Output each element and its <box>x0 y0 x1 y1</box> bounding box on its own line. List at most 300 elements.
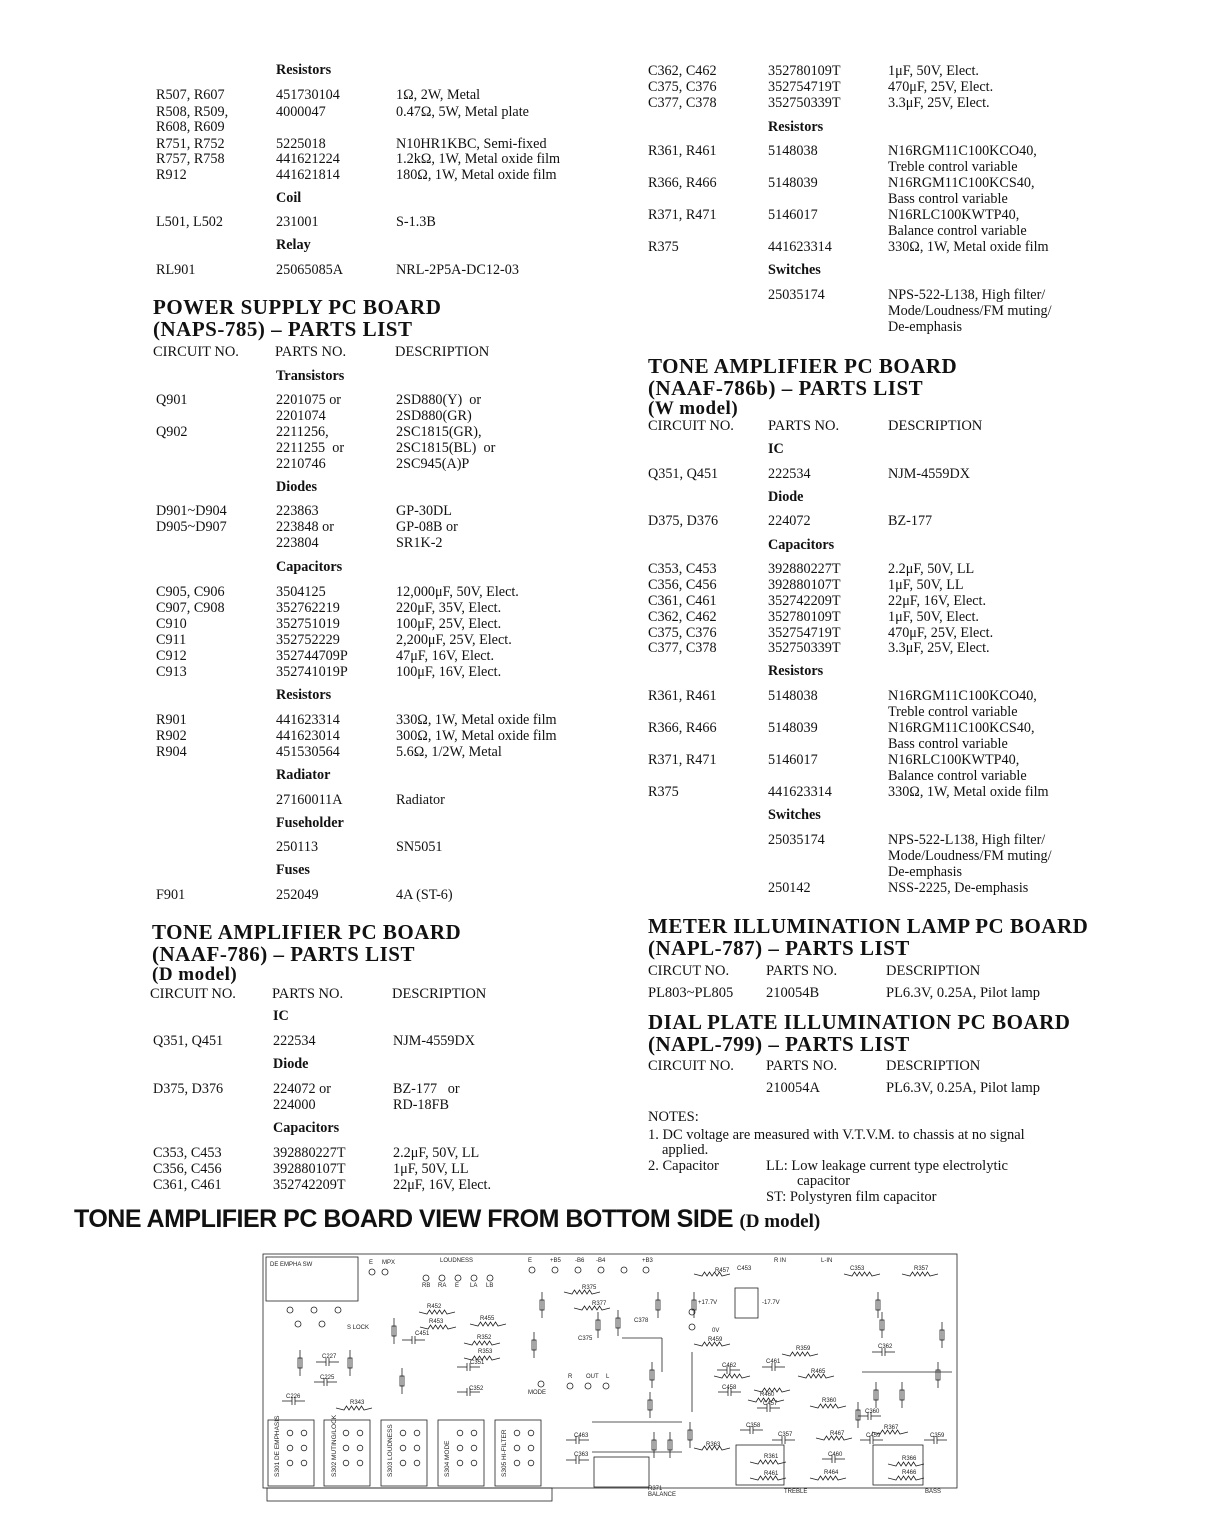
circuit-no: C362, C462 <box>648 63 717 79</box>
lbl-c461: C461 <box>766 1359 781 1365</box>
circuit-no: L501, L502 <box>156 214 223 230</box>
circuit-no: C377, C378 <box>648 95 717 111</box>
ic-q451 <box>735 1288 758 1318</box>
parts-no: 5146017 <box>768 207 818 223</box>
parts-no: 392880227T <box>768 561 841 577</box>
tone-w-subtitle: (NAAF-786b) – PARTS LIST <box>648 376 924 400</box>
header-parts-no: PARTS NO. <box>272 986 344 1002</box>
group-header: Capacitors <box>273 1120 340 1136</box>
switch-pad <box>400 1430 406 1436</box>
group-header: Radiator <box>276 767 331 783</box>
header-circuit-no: CIRCUIT NO. <box>648 418 734 434</box>
resistor-symbol <box>888 1476 924 1480</box>
lbl-s303: S303 LOUDNESS <box>387 1424 394 1477</box>
circuit-no: Q351, Q451 <box>153 1033 224 1049</box>
description: 330Ω, 1W, Metal oxide film <box>888 784 1049 800</box>
lbl-s301: S301 DE EMPHASIS <box>274 1415 281 1477</box>
terminal-pad <box>598 1267 604 1273</box>
circuit-no: R371, R471 <box>648 752 717 768</box>
resistor-symbol <box>420 1325 456 1329</box>
lbl-b3: +B3 <box>642 1258 653 1264</box>
description: 470μF, 25V, Elect. <box>888 625 994 641</box>
terminal-pad <box>529 1267 535 1273</box>
lbl-r375: R375 <box>582 1285 597 1291</box>
description: 0.47Ω, 5W, Metal plate <box>396 104 529 120</box>
parts-no: 250113 <box>276 839 319 855</box>
circuit-no: C356, C456 <box>648 577 717 593</box>
circuit-no: C905, C906 <box>156 584 225 600</box>
lbl-rin: R IN <box>774 1258 786 1264</box>
terminal-pad <box>335 1307 341 1313</box>
terminal-pad <box>471 1275 477 1281</box>
parts-no: 222534 <box>768 466 811 482</box>
pcb-board-diagram <box>262 1252 958 1504</box>
lbl-c363: C363 <box>574 1452 589 1458</box>
description: 2,200μF, 25V, Elect. <box>396 632 512 648</box>
circuit-no: C910 <box>156 616 187 632</box>
circuit-no: PL803~PL805 <box>648 985 734 1001</box>
tone-w-title: TONE AMPLIFIER PC BOARD <box>648 354 958 378</box>
switch-pad <box>287 1460 293 1466</box>
switch-pad <box>528 1445 534 1451</box>
description: 22μF, 16V, Elect. <box>393 1177 492 1193</box>
resistor-symbol <box>902 1272 938 1276</box>
circuit-no: R608, R609 <box>156 119 225 135</box>
circuit-no: C377, C378 <box>648 640 717 656</box>
switch-pad <box>457 1445 463 1451</box>
tone-d-model: (D model) <box>152 964 238 985</box>
description: 22μF, 16V, Elect. <box>888 593 987 609</box>
parts-no: 392880107T <box>768 577 841 593</box>
lbl-c358: C358 <box>746 1423 761 1429</box>
circuit-no: R757, R758 <box>156 151 225 167</box>
lbl-s305: S305 HI-FILTER <box>501 1429 508 1477</box>
resistor-symbol <box>888 1462 924 1466</box>
circuit-no: R507, R607 <box>156 87 225 103</box>
lbl-r371: R371 <box>648 1486 663 1492</box>
header-circuit-no: CIRCUIT NO. <box>150 986 236 1002</box>
lbl-bass: BASS <box>925 1489 942 1495</box>
circuit-no: C913 <box>156 664 187 680</box>
parts-no: 352742209T <box>273 1177 346 1193</box>
parts-no: 231001 <box>276 214 319 230</box>
parts-no: 223863 <box>276 503 319 519</box>
lbl-c459: C459 <box>866 1433 881 1439</box>
parts-no: 25035174 <box>768 287 825 303</box>
parts-no: 5146017 <box>768 752 818 768</box>
lbl-loudness: LOUDNESS <box>440 1258 474 1264</box>
board-outline <box>263 1254 957 1488</box>
parts-no: 250142 <box>768 880 811 896</box>
description: 5.6Ω, 1/2W, Metal <box>396 744 502 760</box>
resistor-symbol <box>336 1406 372 1410</box>
description: 3.3μF, 25V, Elect. <box>888 95 990 111</box>
header-circuit-no: CIRCUIT NO. <box>153 344 239 360</box>
switch-pad <box>301 1460 307 1466</box>
switch-pad <box>343 1430 349 1436</box>
parts-no: 4000047 <box>276 104 326 120</box>
parts-no: 2201075 or <box>276 392 342 408</box>
terminal-pad <box>455 1275 461 1281</box>
parts-no: 5148038 <box>768 143 818 159</box>
lbl-b5: +B5 <box>550 1258 561 1264</box>
switch-pad <box>357 1445 363 1451</box>
description: NPS-522-L138, High filter/ <box>888 287 1046 303</box>
description: SR1K-2 <box>396 535 443 551</box>
switch-pad <box>301 1430 307 1436</box>
parts-no: 352750339T <box>768 640 841 656</box>
header-description: DESCRIPTION <box>886 963 981 979</box>
parts-no: 441623314 <box>768 784 832 800</box>
parts-no: 352780109T <box>768 609 841 625</box>
lbl-c375: C375 <box>578 1336 593 1342</box>
header-description: DESCRIPTION <box>395 344 490 360</box>
terminal-pad <box>689 1324 695 1330</box>
description: 3.3μF, 25V, Elect. <box>888 640 990 656</box>
circuit-no: R371, R471 <box>648 207 717 223</box>
description: N16RGM11C100KCS40, <box>888 720 1035 736</box>
description: 2SD880(GR) <box>396 408 472 424</box>
lbl-r366: R366 <box>902 1456 917 1462</box>
description: S-1.3B <box>396 214 436 230</box>
tone-w-model: (W model) <box>648 398 739 419</box>
circuit-no: R912 <box>156 167 187 183</box>
circuit-no: R361, R461 <box>648 143 717 159</box>
description: GP-30DL <box>396 503 452 519</box>
switch-pad <box>457 1460 463 1466</box>
lbl-deempha: DE EMPHA SW <box>270 1262 313 1268</box>
switch-pad <box>528 1460 534 1466</box>
dial-title: DIAL PLATE ILLUMINATION PC BOARD <box>648 1010 1071 1034</box>
switch-pad <box>414 1430 420 1436</box>
group-header: IC <box>273 1008 289 1024</box>
power-supply-subtitle: (NAPS-785) – PARTS LIST <box>153 317 413 341</box>
lbl-rb: RB <box>422 1283 431 1289</box>
terminal-pad <box>295 1321 301 1327</box>
circuit-no: R375 <box>648 239 679 255</box>
parts-no: 27160011A <box>276 792 343 808</box>
description: 47μF, 16V, Elect. <box>396 648 495 664</box>
switch-pad <box>287 1430 293 1436</box>
description: NJM-4559DX <box>393 1033 475 1049</box>
circuit-no: C375, C376 <box>648 79 717 95</box>
parts-no: 352750339T <box>768 95 841 111</box>
lbl-treble: TREBLE <box>784 1489 808 1495</box>
description-line-2: Balance control variable <box>888 768 1027 784</box>
lbl-v177: +17.7V <box>698 1300 718 1306</box>
parts-no: 441623014 <box>276 728 340 744</box>
lbl-c226: C226 <box>286 1394 301 1400</box>
description: NSS-2225, De-emphasis <box>888 880 1029 896</box>
lbl-lin: L-IN <box>821 1258 833 1264</box>
resistor-symbol <box>470 1322 506 1326</box>
circuit-no: R375 <box>648 784 679 800</box>
dial-subtitle: (NAPL-799) – PARTS LIST <box>648 1032 910 1056</box>
group-header: Diodes <box>276 479 317 495</box>
description-line-2: Mode/Loudness/FM muting/ <box>888 303 1052 319</box>
description: N16RLC100KWTP40, <box>888 207 1020 223</box>
lbl-r466: R466 <box>902 1470 917 1476</box>
switch-pad <box>343 1445 349 1451</box>
terminal-pad <box>585 1383 591 1389</box>
circuit-no: D901~D904 <box>156 503 227 519</box>
lbl-0v: 0V <box>712 1328 720 1334</box>
description: NRL-2P5A-DC12-03 <box>396 262 519 278</box>
lbl-c378: C378 <box>634 1318 649 1324</box>
group-switches: Switches <box>768 262 821 278</box>
circuit-no: C361, C461 <box>648 593 717 609</box>
lbl-r460: R460 <box>760 1392 775 1398</box>
parts-no: 5148038 <box>768 688 818 704</box>
header-parts-no: PARTS NO. <box>275 344 347 360</box>
description: Radiator <box>396 792 445 808</box>
resistor-symbol <box>810 1476 846 1480</box>
resistor-symbol <box>810 1404 846 1408</box>
terminal-pad <box>538 1381 544 1387</box>
lbl-la: LA <box>470 1283 478 1289</box>
lbl-r465: R465 <box>811 1369 826 1375</box>
header-parts-no: PARTS NO. <box>768 418 840 434</box>
parts-no: 252049 <box>276 887 319 903</box>
lbl-v177n: -17.7V <box>762 1300 780 1306</box>
parts-no: 2210746 <box>276 456 326 472</box>
lbl-e2: E <box>528 1258 533 1264</box>
lbl-r367: R367 <box>884 1425 899 1431</box>
switch-pad <box>400 1460 406 1466</box>
lbl-r359: R359 <box>796 1346 811 1352</box>
resistor-symbol <box>714 1374 750 1378</box>
parts-no: 5148039 <box>768 175 818 191</box>
header-parts-no: PARTS NO. <box>766 963 838 979</box>
note-2: 2. Capacitor <box>648 1158 719 1174</box>
description: 300Ω, 1W, Metal oxide film <box>396 728 557 744</box>
group-coil: Coil <box>276 190 302 206</box>
lbl-r467: R467 <box>830 1431 845 1437</box>
terminal-pad <box>603 1383 609 1389</box>
description: 1.2kΩ, 1W, Metal oxide film <box>396 151 561 167</box>
description: 1μF, 50V, Elect. <box>888 609 979 625</box>
description-line-3: De-emphasis <box>888 319 963 335</box>
circuit-no: Q351, Q451 <box>648 466 719 482</box>
parts-no: 441621814 <box>276 167 340 183</box>
parts-no: 441623314 <box>768 239 832 255</box>
circuit-no: R902 <box>156 728 187 744</box>
group-relay: Relay <box>276 237 311 253</box>
header-parts-no: PARTS NO. <box>766 1058 838 1074</box>
lbl-c457: C457 <box>763 1401 778 1407</box>
parts-no: 441621224 <box>276 151 340 167</box>
description: RD-18FB <box>393 1097 449 1113</box>
lbl-s302: S302 MUTING/LOCK <box>331 1414 338 1477</box>
lbl-c458: C458 <box>722 1385 737 1391</box>
parts-no: 352752229 <box>276 632 340 648</box>
parts-no: 352754719T <box>768 625 841 641</box>
description: 2SC945(A)P <box>396 456 470 472</box>
description: 100μF, 25V, Elect. <box>396 616 502 632</box>
lbl-b4: -B4 <box>596 1258 606 1264</box>
terminal-pad <box>552 1267 558 1273</box>
resistor-symbol <box>750 1460 786 1464</box>
switch-pad <box>414 1460 420 1466</box>
lbl-c225: C225 <box>320 1375 335 1381</box>
parts-no: 5225018 <box>276 136 326 152</box>
resistor-symbol <box>464 1341 500 1345</box>
group-header: Capacitors <box>276 559 343 575</box>
terminal-pad <box>369 1269 375 1275</box>
treble-control <box>736 1445 784 1485</box>
lbl-r343: R343 <box>350 1400 365 1406</box>
tone-d-title: TONE AMPLIFIER PC BOARD <box>152 920 462 944</box>
terminal-pad <box>287 1307 293 1313</box>
header-description: DESCRIPTION <box>888 418 983 434</box>
parts-no: 2201074 <box>276 408 326 424</box>
description: 470μF, 25V, Elect. <box>888 79 994 95</box>
lbl-mpx: MPX <box>382 1260 396 1266</box>
parts-no: 222534 <box>273 1033 316 1049</box>
circuit-no: Q901 <box>156 392 188 408</box>
description: 1Ω, 2W, Metal <box>396 87 481 103</box>
parts-no: 352744709P <box>276 648 348 664</box>
description: NPS-522-L138, High filter/ <box>888 832 1046 848</box>
description: N10HR1KBC, Semi-fixed <box>396 136 547 152</box>
balance-control <box>594 1457 649 1487</box>
parts-no: 223848 or <box>276 519 334 535</box>
parts-no: 5148039 <box>768 720 818 736</box>
lbl-r361: R361 <box>764 1454 779 1460</box>
parts-no: 392880107T <box>273 1161 346 1177</box>
lbl-mode: MODE <box>528 1390 546 1396</box>
lbl-slock: S LOCK <box>347 1325 370 1331</box>
circuit-no: C912 <box>156 648 187 664</box>
description: 12,000μF, 50V, Elect. <box>396 584 519 600</box>
lbl-c353: C353 <box>850 1266 865 1272</box>
parts-no: 441623314 <box>276 712 340 728</box>
switch-pad <box>457 1430 463 1436</box>
lbl-r461: R461 <box>764 1471 779 1477</box>
description: 2SC1815(BL) or <box>396 440 496 456</box>
circuit-no: C353, C453 <box>648 561 717 577</box>
description: 100μF, 16V, Elect. <box>396 664 502 680</box>
lbl-c462: C462 <box>722 1363 737 1369</box>
lbl-r360: R360 <box>822 1398 837 1404</box>
group-header: Diode <box>273 1056 309 1072</box>
description-line-2: Bass control variable <box>888 736 1008 752</box>
terminal-pad <box>423 1275 429 1281</box>
lbl-r353: R353 <box>478 1349 493 1355</box>
description: 330Ω, 1W, Metal oxide film <box>888 239 1049 255</box>
lbl-lb: LB <box>486 1283 494 1289</box>
lbl-l: L <box>606 1374 610 1380</box>
parts-no: 451730104 <box>276 87 340 103</box>
description: 1μF, 50V, LL <box>888 577 964 593</box>
switch-pad <box>528 1430 534 1436</box>
group-switches: Switches <box>768 807 821 823</box>
lbl-r453: R453 <box>429 1319 444 1325</box>
lbl-r452: R452 <box>427 1304 442 1310</box>
switch-pad <box>287 1445 293 1451</box>
lbl-ee: E <box>455 1283 460 1289</box>
parts-no: 352762219 <box>276 600 340 616</box>
description: GP-08B or <box>396 519 458 535</box>
power-supply-title: POWER SUPPLY PC BOARD <box>153 295 442 319</box>
circuit-no: C911 <box>156 632 187 648</box>
description-line-2: Treble control variable <box>888 704 1018 720</box>
lbl-c352: C352 <box>469 1386 484 1392</box>
lbl-c360: C360 <box>865 1409 880 1415</box>
description: 1μF, 50V, LL <box>393 1161 469 1177</box>
parts-no: 25065085A <box>276 262 343 278</box>
parts-no: 223804 <box>276 535 319 551</box>
lbl-r464: R464 <box>824 1470 839 1476</box>
parts-no: 352754719T <box>768 79 841 95</box>
description: 2SD880(Y) or <box>396 392 482 408</box>
group-header: Fuses <box>276 862 310 878</box>
group-resistors: Resistors <box>276 62 332 78</box>
circuit-no: D375, D376 <box>648 513 719 529</box>
circuit-no: R366, R466 <box>648 175 717 191</box>
circuit-no: R366, R466 <box>648 720 717 736</box>
switch-pad <box>357 1460 363 1466</box>
board-tab <box>267 1488 552 1501</box>
meter-title: METER ILLUMINATION LAMP PC BOARD <box>648 914 1089 938</box>
circuit-no: RL901 <box>156 262 196 278</box>
lbl-c451: C451 <box>415 1331 430 1337</box>
switch-pad <box>514 1460 520 1466</box>
lbl-c359: C359 <box>930 1433 945 1439</box>
circuit-no: R751, R752 <box>156 136 225 152</box>
description: N16RGM11C100KCO40, <box>888 143 1037 159</box>
group-header: Resistors <box>276 687 332 703</box>
lbl-r352: R352 <box>477 1335 492 1341</box>
switch-pad <box>301 1445 307 1451</box>
description-line-2: Balance control variable <box>888 223 1027 239</box>
component-marks <box>282 1267 952 1480</box>
description-line-3: De-emphasis <box>888 864 963 880</box>
lbl-b6: -B6 <box>575 1258 585 1264</box>
lbl-ra: RA <box>438 1283 447 1289</box>
group-ic: IC <box>768 441 784 457</box>
terminal-pad <box>567 1383 573 1389</box>
terminal-pad <box>487 1275 493 1281</box>
parts-no: 352741019P <box>276 664 348 680</box>
terminal-pad <box>621 1267 627 1273</box>
terminal-pad <box>575 1267 581 1273</box>
description: 220μF, 35V, Elect. <box>396 600 502 616</box>
switch-pad <box>400 1445 406 1451</box>
terminal-pad <box>319 1321 325 1327</box>
terminal-pad <box>439 1275 445 1281</box>
lbl-e: E <box>369 1260 374 1266</box>
parts-no: 352742209T <box>768 593 841 609</box>
group-header: Transistors <box>276 368 345 384</box>
terminal-pad <box>311 1307 317 1313</box>
parts-no: 210054B <box>766 985 820 1001</box>
lbl-c453: C453 <box>737 1266 752 1272</box>
parts-no: 2211256, <box>276 424 329 440</box>
lbl-c351: C351 <box>470 1360 485 1366</box>
circuit-no: C362, C462 <box>648 609 717 625</box>
diagram-title-text: TONE AMPLIFIER PC BOARD VIEW FROM BOTTOM SIDE <box>74 1205 733 1233</box>
circuit-no: C907, C908 <box>156 600 225 616</box>
parts-no: 224072 or <box>273 1081 331 1097</box>
circuit-no: C361, C461 <box>153 1177 222 1193</box>
description: 4A (ST-6) <box>396 887 453 903</box>
lbl-c463: C463 <box>574 1433 589 1439</box>
switch-pad <box>471 1445 477 1451</box>
description: 180Ω, 1W, Metal oxide film <box>396 167 557 183</box>
header-description: DESCRIPTION <box>886 1058 981 1074</box>
switch-pad <box>514 1430 520 1436</box>
